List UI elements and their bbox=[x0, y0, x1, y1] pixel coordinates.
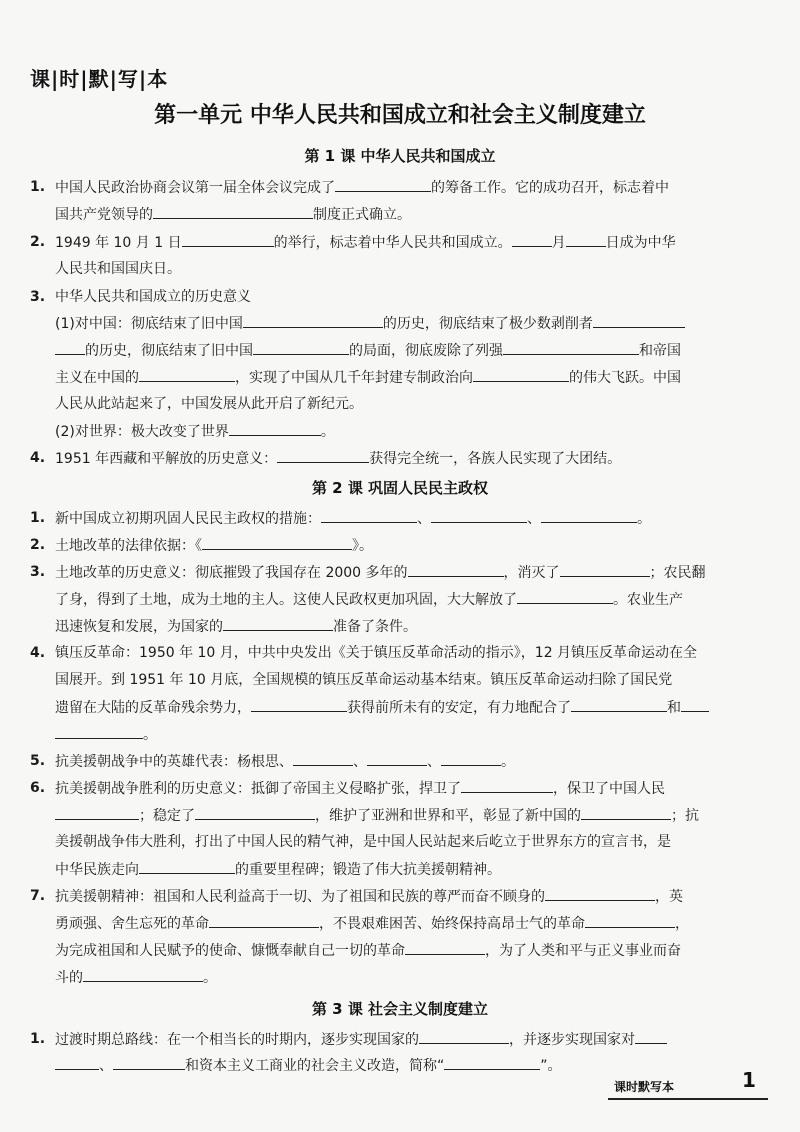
answer-blank[interactable] bbox=[55, 724, 143, 739]
answer-blank[interactable] bbox=[461, 778, 553, 793]
answer-blank[interactable] bbox=[55, 805, 139, 820]
answer-blank[interactable] bbox=[541, 508, 637, 523]
answer-blank[interactable] bbox=[581, 805, 671, 820]
question-line: 为完成祖国和人民赋予的使命、慷慨奉献自己一切的革命 ，为了人类和平与正义事业而奋 bbox=[55, 940, 681, 961]
lesson-1-title: 第 1 课 中华人民共和国成立 bbox=[304, 147, 496, 165]
page-number: 1 bbox=[742, 1068, 756, 1092]
question-line: 中国人民政治协商会议第一届全体会议完成了 的筹备工作。它的成功召开，标志着中 bbox=[55, 177, 669, 198]
question-line: (1)对中国：彻底结束了旧中国 的历史，彻底结束了极少数剥削者 bbox=[55, 313, 685, 334]
answer-blank[interactable] bbox=[321, 508, 417, 523]
lesson-3-title: 第 3 课 社会主义制度建立 bbox=[311, 1000, 489, 1018]
item-number: 6. bbox=[30, 780, 46, 796]
question-line: 土地改革的法律依据：《 》。 bbox=[55, 535, 373, 556]
question-line: 遗留在大陆的反革命残余势力， 获得前所未有的安定，有力地配合了 和 bbox=[55, 697, 709, 718]
answer-blank[interactable] bbox=[253, 340, 349, 355]
question-line: 迅速恢复和发展，为国家的 准备了条件。 bbox=[55, 616, 417, 637]
item-number: 1. bbox=[30, 510, 46, 526]
answer-blank[interactable] bbox=[293, 751, 353, 766]
answer-blank[interactable] bbox=[113, 1055, 185, 1070]
question-line: 主义在中国的 ，实现了中国从几千年封建专制政治向 的伟大飞跃。中国 bbox=[55, 367, 681, 388]
answer-blank[interactable] bbox=[223, 616, 333, 631]
answer-blank[interactable] bbox=[681, 697, 709, 712]
item-number: 2. bbox=[30, 537, 46, 553]
question-line: 人民共和国国庆日。 bbox=[55, 261, 181, 277]
answer-blank[interactable] bbox=[367, 751, 427, 766]
question-line: 、 和资本主义工商业的社会主义改造，简称“ ”。 bbox=[55, 1055, 562, 1076]
answer-blank[interactable] bbox=[593, 313, 685, 328]
answer-blank[interactable] bbox=[195, 805, 315, 820]
answer-blank[interactable] bbox=[517, 589, 613, 604]
answer-blank[interactable] bbox=[243, 313, 383, 328]
answer-blank[interactable] bbox=[431, 508, 527, 523]
answer-blank[interactable] bbox=[139, 367, 235, 382]
question-line: 抗美援朝战争胜利的历史意义：抵御了帝国主义侵略扩张，捍卫了 ，保卫了中国人民 bbox=[55, 778, 665, 799]
answer-blank[interactable] bbox=[182, 232, 274, 247]
answer-blank[interactable] bbox=[153, 204, 313, 219]
answer-blank[interactable] bbox=[277, 448, 369, 463]
answer-blank[interactable] bbox=[83, 967, 203, 982]
question-line: 斗的 。 bbox=[55, 967, 217, 988]
question-line: 的历史，彻底结束了旧中国 的局面，彻底废除了列强 和帝国 bbox=[55, 340, 681, 361]
question-line: 抗美援朝战争中的英雄代表：杨根思、 、 、 。 bbox=[55, 751, 515, 772]
answer-blank[interactable] bbox=[335, 177, 431, 192]
item-number: 7. bbox=[30, 888, 46, 904]
answer-blank[interactable] bbox=[566, 232, 606, 247]
answer-blank[interactable] bbox=[444, 1055, 540, 1070]
question-line: 国共产党领导的 制度正式确立。 bbox=[55, 204, 411, 225]
answer-blank[interactable] bbox=[55, 1055, 99, 1070]
item-number: 2. bbox=[30, 234, 46, 250]
item-number: 3. bbox=[30, 289, 46, 305]
question-line: 新中国成立初期巩固人民民主政权的措施： 、 、 。 bbox=[55, 508, 651, 529]
answer-blank[interactable] bbox=[408, 562, 504, 577]
answer-blank[interactable] bbox=[229, 421, 321, 436]
unit-title: 第一单元 中华人民共和国成立和社会主义制度建立 bbox=[154, 103, 646, 128]
question-line: 1949 年 10 月 1 日 的举行，标志着中华人民共和国成立。 月 日成为中华 bbox=[55, 232, 676, 253]
question-line: 美援朝战争伟大胜利，打出了中国人民的精气神，是中国人民站起来后屹立于世界东方的宣言书，是 bbox=[55, 834, 671, 850]
answer-blank[interactable] bbox=[545, 886, 655, 901]
answer-blank[interactable] bbox=[441, 751, 501, 766]
question-line: 国展开。到 1951 年 10 月底，全国规模的镇压反革命运动基本结束。镇压反革命运动扫除了国民党 bbox=[55, 672, 673, 688]
answer-blank[interactable] bbox=[202, 535, 352, 550]
answer-blank[interactable] bbox=[405, 940, 485, 955]
answer-blank[interactable] bbox=[209, 913, 319, 928]
question-line: 抗美援朝精神：祖国和人民利益高于一切、为了祖国和民族的尊严而奋不顾身的 ，英 bbox=[55, 886, 683, 907]
footer-label: 课时默写本 bbox=[614, 1080, 675, 1094]
answer-blank[interactable] bbox=[635, 1029, 667, 1044]
answer-blank[interactable] bbox=[560, 562, 650, 577]
brand-title: 课|时|默|写|本 bbox=[30, 67, 169, 91]
answer-blank[interactable] bbox=[251, 697, 347, 712]
answer-blank[interactable] bbox=[503, 340, 639, 355]
item-number: 4. bbox=[30, 450, 46, 466]
answer-blank[interactable] bbox=[571, 697, 667, 712]
item-number: 4. bbox=[30, 645, 46, 661]
question-line: 中华人民共和国成立的历史意义 bbox=[55, 289, 251, 305]
answer-blank[interactable] bbox=[585, 913, 675, 928]
lesson-2-title: 第 2 课 巩固人民民主政权 bbox=[311, 479, 489, 497]
question-line: 土地改革的历史意义：彻底摧毁了我国存在 2000 多年的 ，消灭了 ；农民翻 bbox=[55, 562, 706, 583]
question-line: ；稳定了 ，维护了亚洲和世界和平，彰显了新中国的 ；抗 bbox=[55, 805, 699, 826]
answer-blank[interactable] bbox=[512, 232, 552, 247]
item-number: 1. bbox=[30, 179, 46, 195]
question-line: (2)对世界：极大改变了世界 。 bbox=[55, 421, 335, 442]
question-line: 人民从此站起来了，中国发展从此开启了新纪元。 bbox=[55, 396, 363, 412]
item-number: 5. bbox=[30, 753, 46, 769]
question-line: 中华民族走向 的重要里程碑；锻造了伟大抗美援朝精神。 bbox=[55, 859, 501, 880]
question-line: 勇顽强、舍生忘死的革命 ，不畏艰难困苦、始终保持高昂士气的革命 ， bbox=[55, 913, 689, 934]
answer-blank[interactable] bbox=[55, 340, 85, 355]
footer-rule bbox=[608, 1098, 768, 1100]
question-line: 。 bbox=[55, 724, 157, 745]
answer-blank[interactable] bbox=[419, 1029, 509, 1044]
question-line: 镇压反革命：1950 年 10 月，中共中央发出《关于镇压反革命活动的指示》，12 月镇压反革命运动在全 bbox=[55, 645, 698, 661]
answer-blank[interactable] bbox=[473, 367, 569, 382]
item-number: 1. bbox=[30, 1031, 46, 1047]
item-number: 3. bbox=[30, 564, 46, 580]
question-line: 了身，得到了土地，成为土地的主人。这使人民政权更加巩固，大大解放了 。农业生产 bbox=[55, 589, 683, 610]
answer-blank[interactable] bbox=[139, 859, 235, 874]
question-line: 过渡时期总路线：在一个相当长的时期内，逐步实现国家的 ，并逐步实现国家对 bbox=[55, 1029, 667, 1050]
question-line: 1951 年西藏和平解放的历史意义： 获得完全统一，各族人民实现了大团结。 bbox=[55, 448, 621, 469]
